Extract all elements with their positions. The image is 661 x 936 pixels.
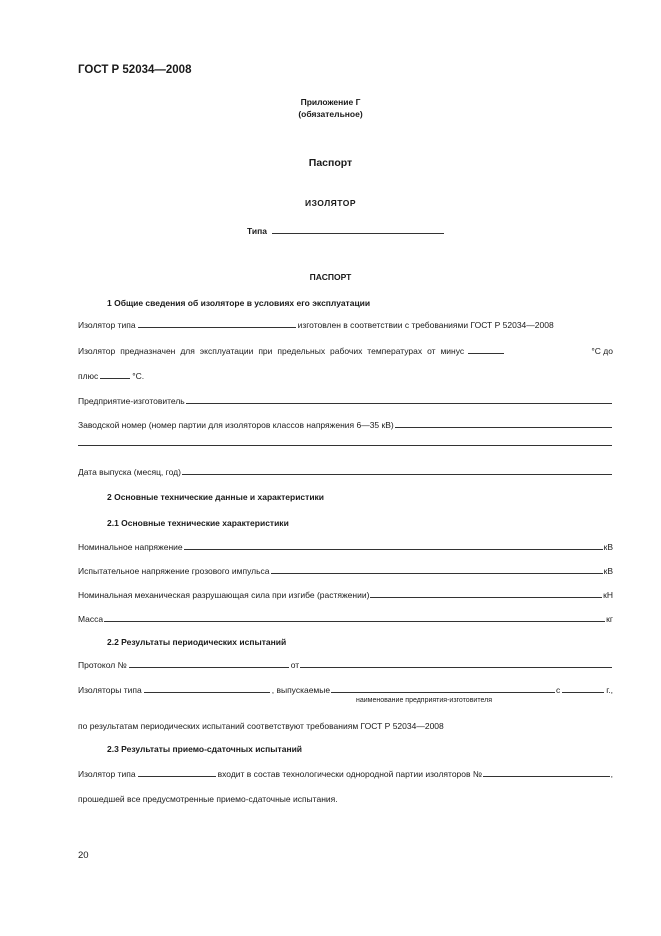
document-code: ГОСТ Р 52034—2008 — [78, 64, 192, 76]
appendix-note: (обязательное) — [298, 109, 363, 119]
spec-label: Масса — [78, 614, 104, 624]
batch-number-blank — [483, 775, 610, 777]
insulators-type-row — [78, 685, 613, 695]
spec-row — [78, 566, 613, 576]
spec-unit: кН — [603, 590, 613, 600]
spec-label: Испытательное напряжение грозового импульса — [78, 566, 270, 576]
manufacturer-caption: наименование предприятия-изготовителя — [356, 697, 492, 704]
serial-continuation-blank — [78, 444, 612, 446]
manufacturer-label: Предприятие-изготовитель — [78, 396, 185, 406]
passport-title: Паспорт — [308, 157, 353, 169]
insulators-type-label: Изоляторы типа — [78, 685, 142, 695]
page-number: 20 — [78, 850, 89, 861]
release-date-blank — [182, 473, 612, 475]
product-name: ИЗОЛЯТОР — [304, 198, 357, 208]
intended-text: Изолятор предназначен для эксплуатации при предельных рабочих температурах от минус — [78, 346, 465, 356]
year-blank — [562, 691, 604, 693]
spec-row — [78, 542, 613, 552]
isolator-type-row — [78, 320, 613, 330]
spec-blank — [271, 572, 603, 574]
type-blank — [272, 225, 444, 234]
minus-temp-blank — [468, 352, 504, 354]
protocol-row — [78, 660, 613, 670]
subsection-2-1-title: 2.1 Основные технические характеристики — [107, 518, 289, 528]
section2-title: 2 Основные технические данные и характеристики — [107, 492, 325, 502]
made-per-text: изготовлен в соответствии с требованиями ГОСТ Р 52034—2008 — [297, 320, 554, 330]
release-date-row — [78, 467, 613, 477]
plus-temp-blank — [100, 377, 130, 379]
passport-heading: ПАСПОРТ — [309, 272, 352, 282]
serial-row — [78, 420, 613, 430]
spec-label: Номинальное напряжение — [78, 542, 183, 552]
protocol-label: Протокол № — [78, 660, 127, 670]
plus-label: плюс — [78, 371, 99, 381]
batch-row — [78, 769, 613, 779]
subsection-2-3-title: 2.3 Результаты приемо-сдаточных испытаний — [107, 744, 303, 754]
section1-title: 1 Общие сведения об изоляторе в условиях его эксплуатации — [107, 298, 371, 308]
protocol-date-blank — [300, 666, 612, 668]
intended-row — [78, 346, 613, 356]
producer-blank — [331, 691, 555, 693]
batch-label: Изолятор типа — [78, 769, 136, 779]
insulators-type-blank — [144, 691, 270, 693]
spec-blank — [104, 620, 605, 622]
since-label: с — [555, 685, 561, 695]
from-label: от — [290, 660, 300, 670]
plus-unit: °С. — [132, 371, 145, 381]
subsection-2-2-title: 2.2 Результаты периодических испытаний — [107, 637, 287, 647]
spec-blank — [370, 596, 602, 598]
spec-row — [78, 590, 613, 600]
protocol-number-blank — [129, 666, 289, 668]
spec-unit: кВ — [603, 566, 613, 576]
year-label: г., — [606, 685, 613, 695]
produced-label: , выпускаемые — [271, 685, 331, 695]
spec-blank — [184, 548, 603, 550]
manufacturer-row — [78, 396, 613, 406]
type-label: Типа — [247, 226, 267, 236]
release-date-label: Дата выпуска (месяц, год) — [78, 467, 181, 477]
batch-type-blank — [138, 775, 216, 777]
spec-unit: кг — [606, 614, 613, 624]
spec-label: Номинальная механическая разрушающая сила при изгибе (растяжении) — [78, 590, 370, 600]
isolator-type-blank — [138, 326, 296, 328]
serial-continuation-row — [78, 444, 613, 448]
isolator-type-label: Изолятор типа — [78, 320, 136, 330]
batch-end: , — [610, 769, 613, 779]
comply-text: по результатам периодических испытаний соответствуют требованиям ГОСТ Р 52034—2008 — [78, 721, 444, 731]
spec-row — [78, 614, 613, 624]
batch-text: входит в состав технологически однородной партии изоляторов № — [217, 769, 483, 779]
plus-row — [78, 371, 613, 381]
passed-text: прошедшей все предусмотренные приемо-сдаточные испытания. — [78, 794, 338, 804]
spec-unit: кВ — [603, 542, 613, 552]
serial-blank — [395, 426, 612, 428]
serial-label: Заводской номер (номер партии для изоляторов классов напряжения 6—35 кВ) — [78, 420, 394, 430]
appendix-title: Приложение Г — [300, 97, 361, 107]
manufacturer-blank — [186, 402, 612, 404]
type-field — [247, 225, 444, 236]
intended-unit: °С до — [591, 346, 613, 356]
